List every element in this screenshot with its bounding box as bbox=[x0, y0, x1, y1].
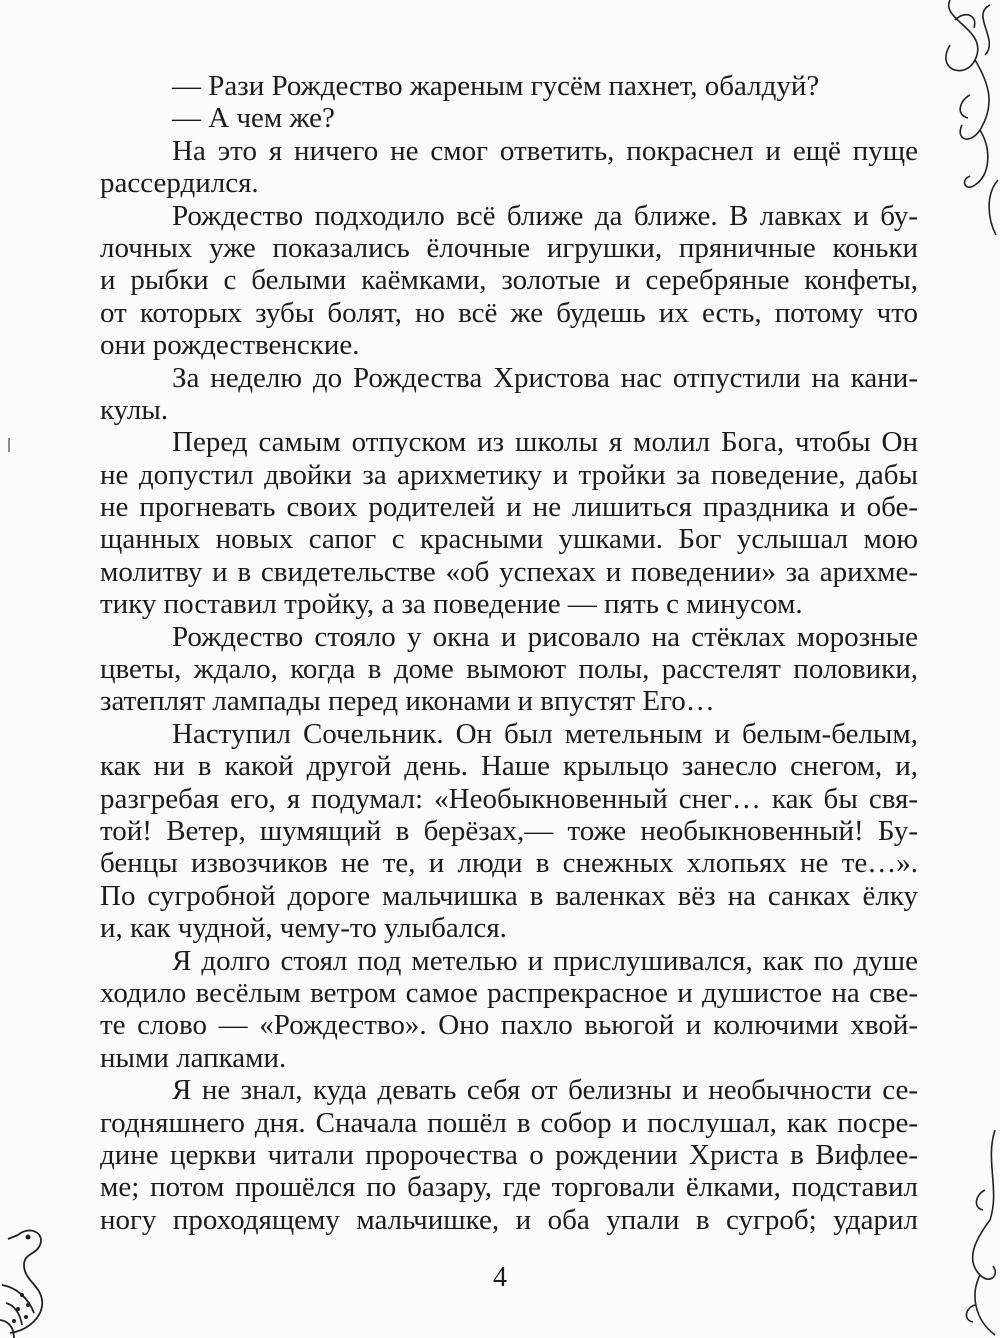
text-line: На это я ничего не смог ответить, покраснел и ещё пуще bbox=[172, 134, 918, 167]
floral-ornament-top-right-icon bbox=[930, 0, 1000, 240]
text-line: не допустил двойки за арихметику и тройки за поведение, дабы bbox=[100, 458, 918, 491]
text-line: Рождество стояло у окна и рисовало на стёклах морозные bbox=[172, 620, 918, 653]
text-line: цветы, ждало, когда в доме вымоют полы, расстелят половики, bbox=[100, 653, 918, 686]
text-line: бенцы извозчиков не те, и люди в снежных хлопьях не те…». bbox=[100, 847, 918, 880]
text-line: не прогневать своих родителей и не лишиться праздника и обе- bbox=[100, 491, 918, 524]
page-number: 4 bbox=[493, 1262, 507, 1293]
text-line: затеплят лампады перед иконами и впустят Его… bbox=[100, 685, 715, 718]
text-line: Наступил Сочельник. Он был метельным и белым-белым, bbox=[172, 717, 918, 750]
text-line: и, как чудной, чему-то улыбался. bbox=[100, 912, 507, 945]
text-line: молитву и в свидетельстве «об успехах и поведении» за арихме- bbox=[100, 555, 918, 588]
floral-ornament-bottom-right-icon bbox=[945, 1130, 1000, 1338]
text-line: Я долго стоял под метелью и прислушивался, как по душе bbox=[172, 944, 918, 977]
margin-mark-icon bbox=[6, 438, 12, 452]
text-line: Я не знал, куда девать себя от белизны и необычности се- bbox=[172, 1074, 918, 1107]
text-line: щанных новых сапог с красными ушками. Бог услышал мою bbox=[100, 523, 918, 556]
text-line: от которых зубы болят, но всё же будешь их есть, потому что bbox=[100, 296, 918, 329]
text-line: те слово — «Рождество». Оно пахло вьюгой и колючими хвой- bbox=[100, 1009, 918, 1042]
text-line: тику поставил тройку, а за поведение — пять с минусом. bbox=[100, 588, 803, 621]
text-line: разгребая его, я подумал: «Необыкновенный снег… как бы свя- bbox=[100, 782, 918, 815]
text-line: ными лапками. bbox=[100, 1041, 287, 1074]
text-line: и рыбки с белыми каёмками, золотые и серебряные конфеты, bbox=[100, 264, 918, 297]
text-line: лочных уже показались ёлочные игрушки, пряничные коньки bbox=[100, 231, 918, 264]
text-line: Рождество подходило всё ближе да ближе. В лавках и бу- bbox=[172, 199, 918, 232]
text-line: они рождественские. bbox=[100, 329, 360, 362]
text-line: кулы. bbox=[100, 393, 169, 426]
text-line: рассердился. bbox=[100, 167, 259, 200]
text-line: По сугробной дороге мальчишка в валенках вёз на санках ёлку bbox=[100, 879, 918, 912]
text-line: ме; потом прошёлся по базару, где торговали ёлками, подставил bbox=[100, 1171, 918, 1204]
text-line: Перед самым отпуском из школы я молил Бога, чтобы Он bbox=[172, 426, 918, 459]
text-line: — Рази Рождество жареным гусём пахнет, обалдуй? bbox=[172, 70, 820, 102]
text-line: ходило весёлым ветром самое распрекрасное и душистое на све- bbox=[100, 976, 918, 1009]
text-line: годняшнего дня. Сначала пошёл в собор и послушал, как посре- bbox=[100, 1106, 918, 1139]
text-line: — А чем же? bbox=[172, 102, 335, 135]
body-text bbox=[100, 70, 918, 1236]
text-line: той! Ветер, шумящий в берёзах,— тоже необыкновенный! Бу- bbox=[100, 814, 918, 847]
text-line: дине церкви читали пророчества о рождении Христа в Вифлее- bbox=[100, 1138, 918, 1171]
text-line: как ни в какой другой день. Наше крыльцо занесло снегом, и, bbox=[100, 750, 918, 783]
text-line: За неделю до Рождества Христова нас отпустили на кани- bbox=[172, 361, 918, 394]
text-line: ногу проходящему мальчишке, и оба упали в сугроб; ударил bbox=[100, 1203, 918, 1236]
